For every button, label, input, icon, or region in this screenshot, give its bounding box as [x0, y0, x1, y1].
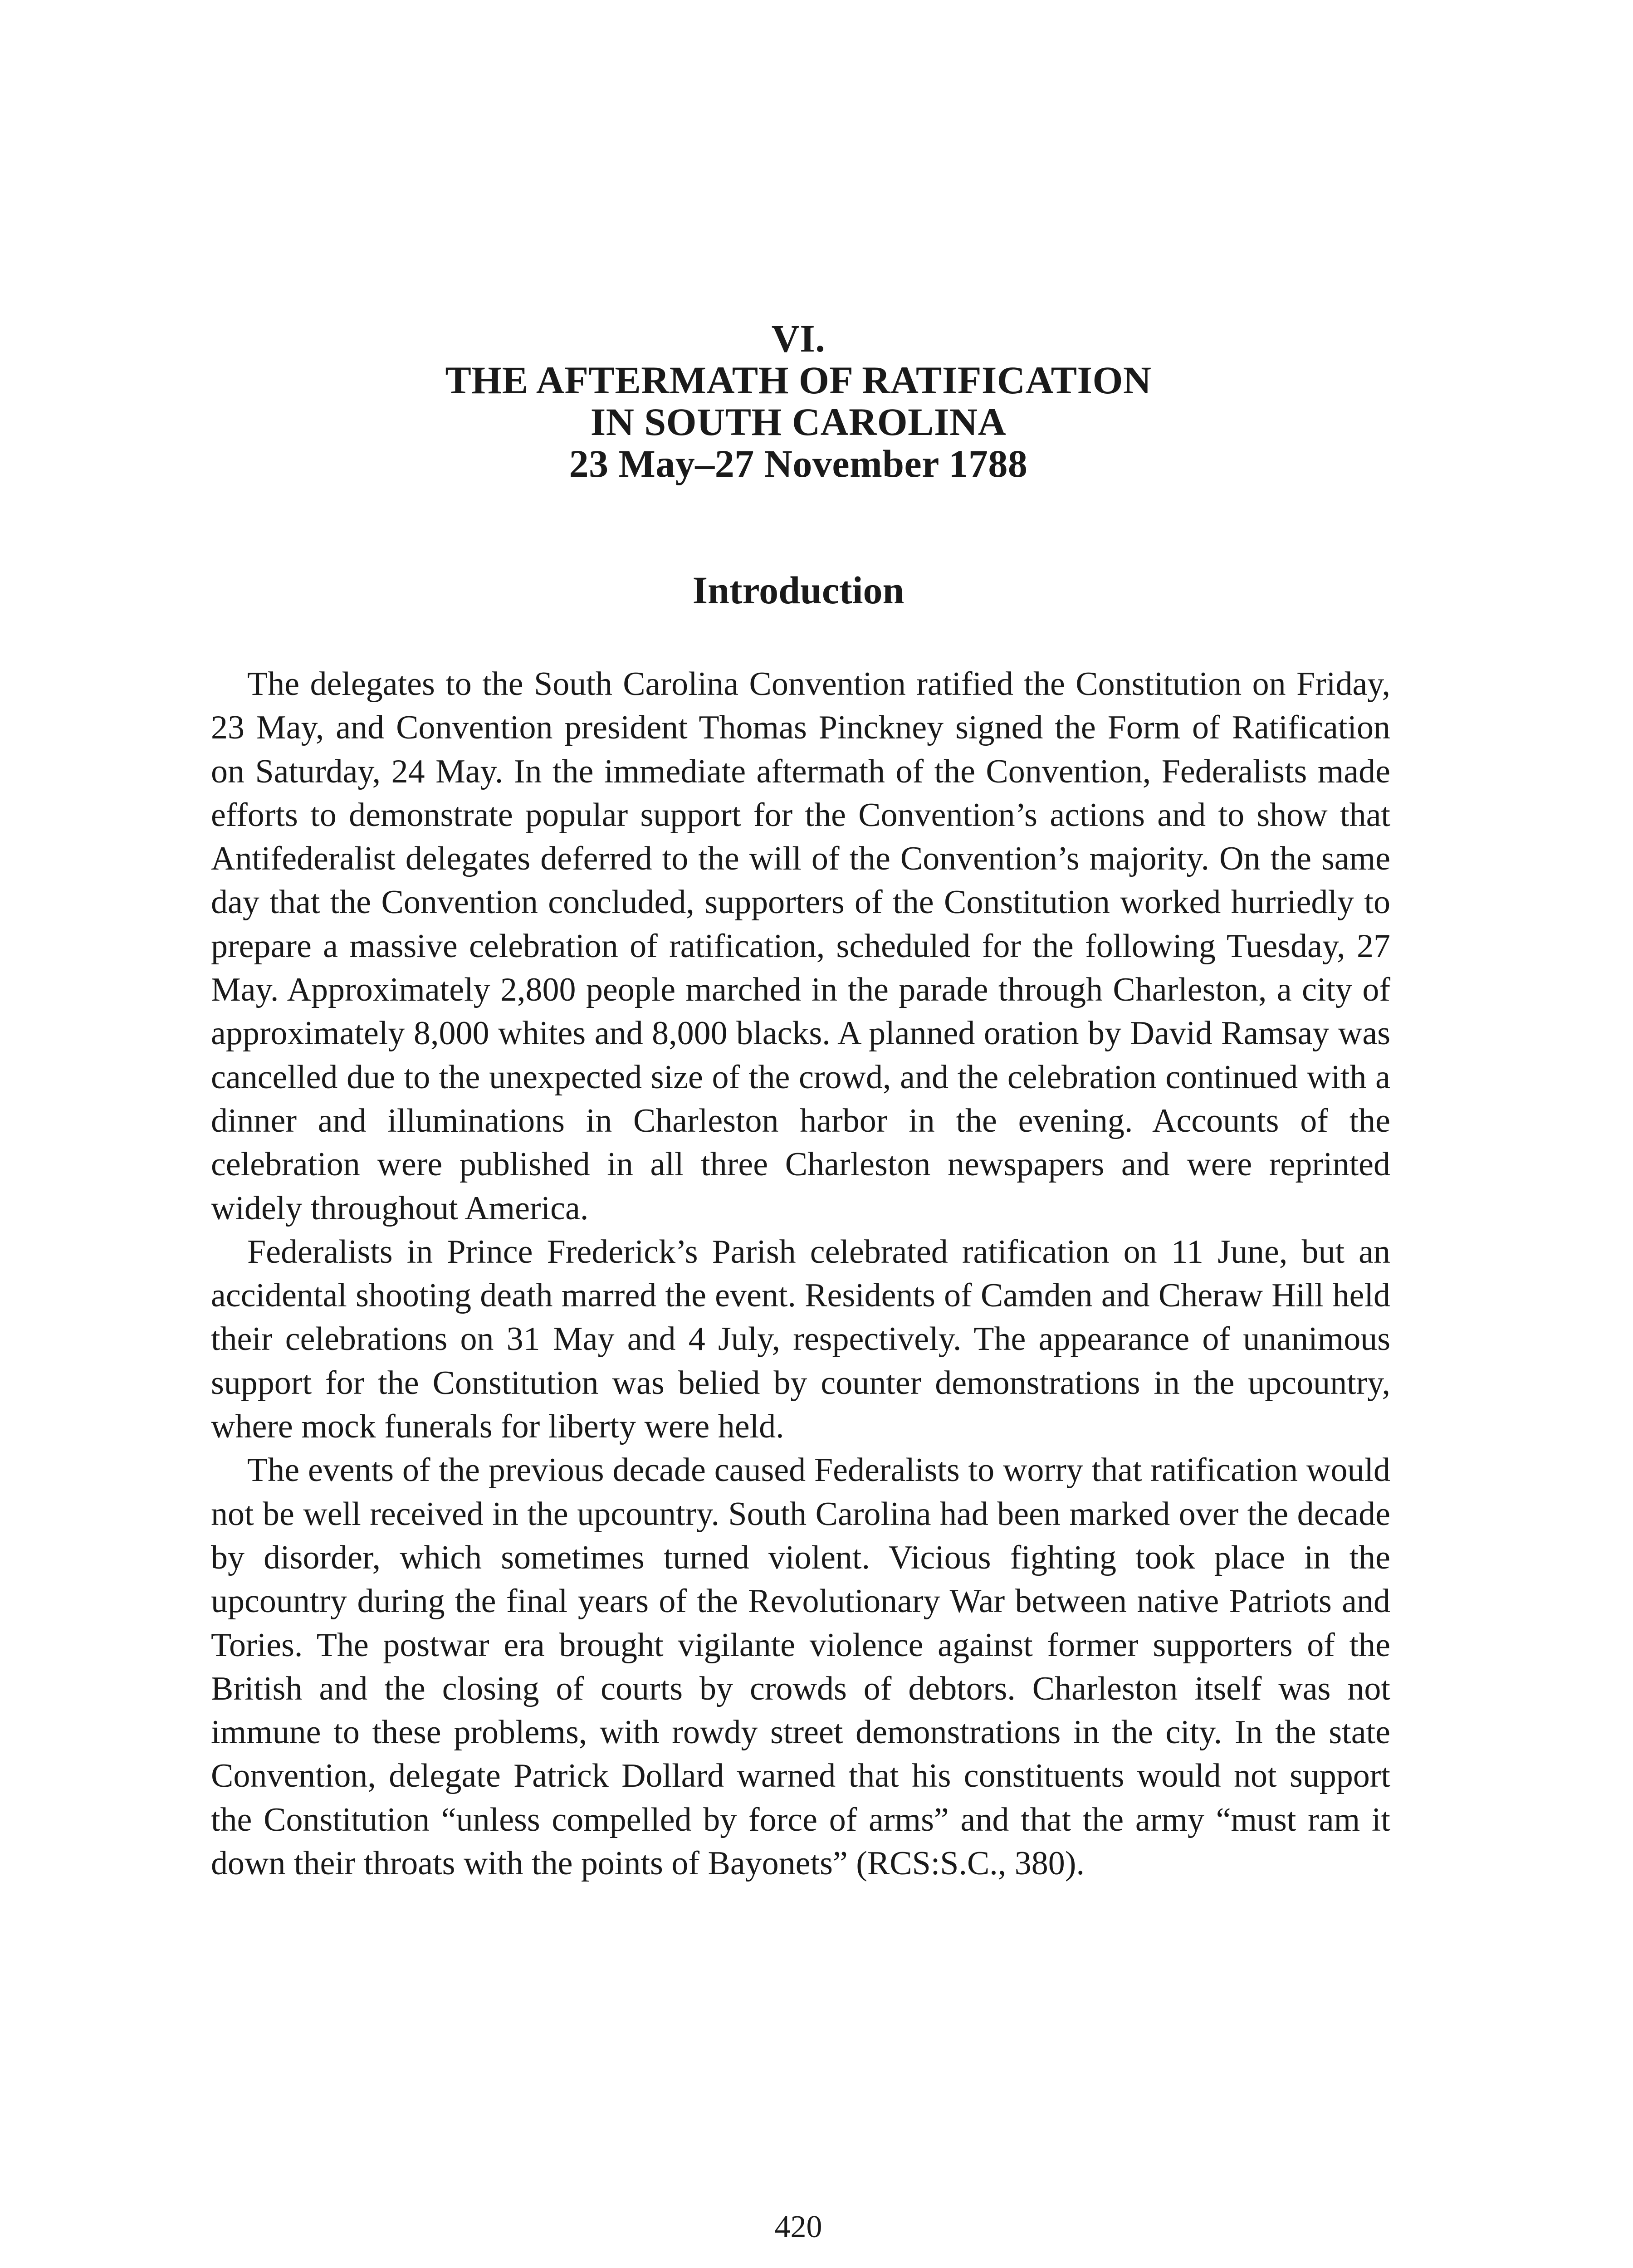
chapter-date-range: 23 May–27 November 1788: [569, 442, 1028, 485]
part-number: VI.: [771, 317, 826, 360]
paragraph: Federalists in Prince Frederick’s Parish celebrated ratification on 11 June, but an accidental shooting death marred the event. Residents of Camden and Cheraw Hill held their celebrations on 31 May and 4 July, respectively. The appearance of unanimous support for the Constitution was belied by counter demonstrations in the upcountry, where mock funerals for liberty were held.: [211, 1233, 1390, 1446]
paragraph: The delegates to the South Carolina Convention ratified the Constitution on Friday, 23 May, and Convention president Thomas Pinckney signed the Form of Ratification on Saturday, 24 May. In the immediate aftermath of the Convention, Federalists made efforts to demonstrate popular support for the Convention’s actions and to show that Antifederalist delegates deferred to the will of the Convention’s majority. On the same day that the Convention concluded, supporters of the Constitution worked hurriedly to prepare a massive celebration of ratification, scheduled for the following Tuesday, 27 May. Approximately 2,800 people marched in the parade through Charleston, a city of approximately 8,000 whites and 8,000 blacks. A planned oration by David Ramsay was cancelled due to the unexpected size of the crowd, and the celebration continued with a dinner and illuminations in Charleston harbor in the evening. Accounts of the celebration were published in all three Charleston newspapers and were reprinted widely throughout America.: [211, 665, 1390, 1227]
body-text: [211, 662, 1390, 1885]
chapter-title-line-1: THE AFTERMATH OF RATIFICATION: [445, 358, 1152, 402]
chapter-title-line-2: IN SOUTH CAROLINA: [590, 400, 1007, 444]
chapter-heading: [209, 318, 1388, 484]
section-title: Introduction: [692, 568, 905, 612]
page-number: 420: [774, 2209, 822, 2244]
paragraph: The events of the previous decade caused Federalists to worry that ratification would not be well received in the upcountry. South Carolina had been marked over the decade by disorder, which sometimes turned violent. Vicious fighting took place in the upcountry during the final years of the Revolutionary War between native Patriots and Tories. The postwar era brought vigilante violence against former supporters of the British and the closing of courts by crowds of debtors. Charleston itself was not immune to these problems, with rowdy street demonstrations in the city. In the state Convention, delegate Patrick Dollard warned that his constituents would not support the Constitution “unless compelled by force of arms” and that the army “must ram it down their throats with the points of Bayonets” (RCS:S.C., 380).: [211, 1452, 1390, 1882]
